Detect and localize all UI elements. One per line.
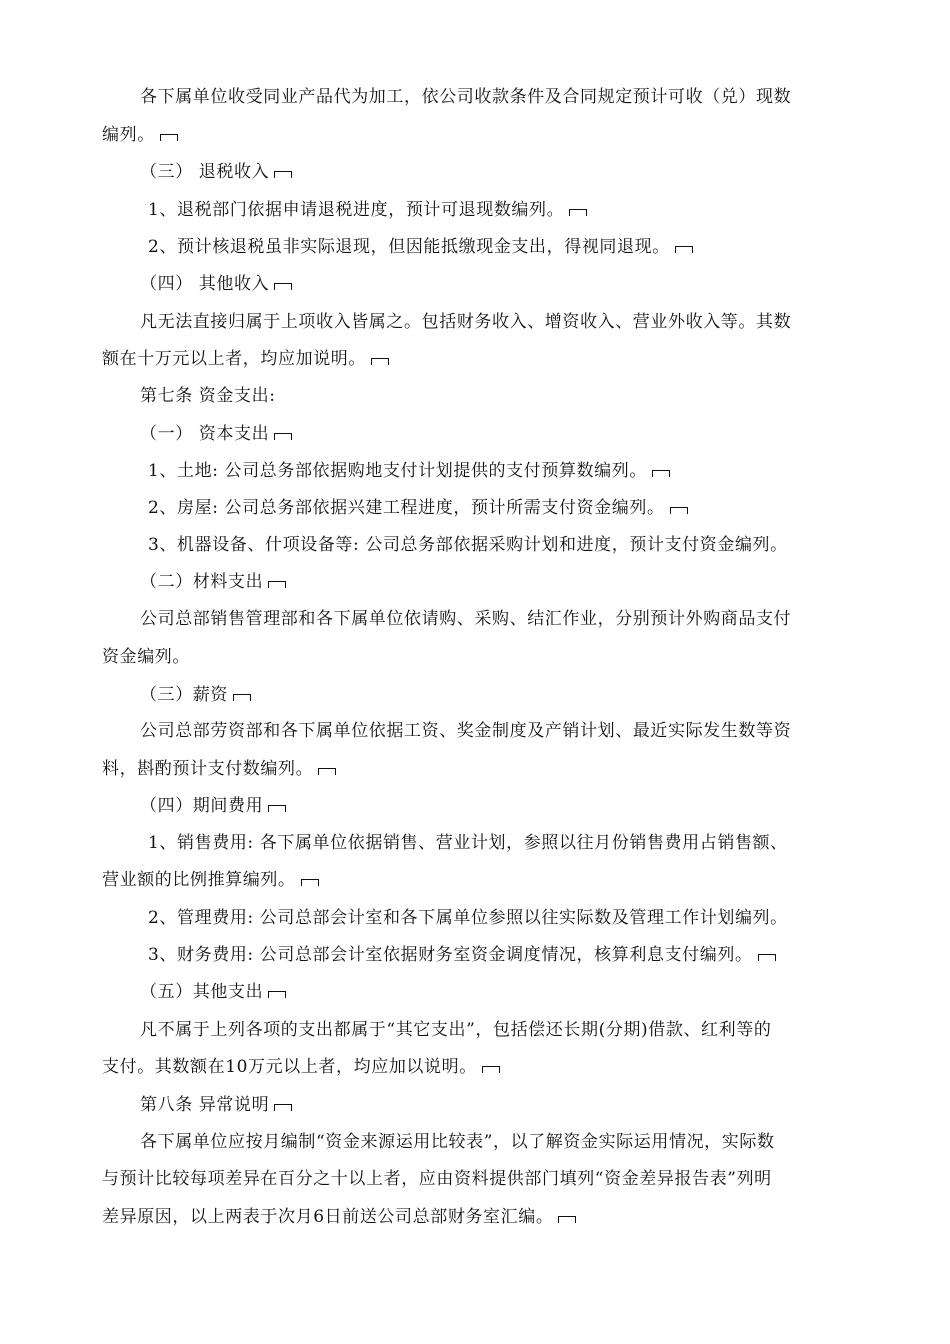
text-line — [148, 533, 788, 557]
text-line — [102, 123, 178, 147]
line-text: 公司总部劳资部和各下属单位依据工资、奖金制度及产销计划、最近实际发生数等资 — [140, 721, 792, 741]
line-text: （三） 退税收入 — [140, 162, 270, 182]
text-line — [140, 1018, 771, 1042]
text-line — [102, 1055, 500, 1079]
paragraph-mark-icon — [274, 433, 292, 440]
text-line — [102, 1205, 576, 1229]
line-text: （三）薪资 — [140, 685, 228, 705]
text-line — [148, 235, 693, 259]
text-line — [140, 384, 276, 408]
text-line — [140, 683, 251, 707]
text-line — [148, 198, 587, 222]
line-text: 3、机器设备、什项设备等: 公司总务部依据采购计划和进度，预计支付资金编列。 — [148, 535, 788, 555]
line-text: 2、管理费用: 公司总部会计室和各下属单位参照以往实际数及管理工作计划编列。 — [148, 908, 788, 928]
paragraph-mark-icon — [670, 507, 688, 514]
paragraph-mark-icon — [160, 134, 178, 141]
paragraph-mark-icon — [274, 283, 292, 290]
text-line — [140, 1093, 292, 1117]
text-line — [140, 272, 292, 296]
line-text: 凡无法直接归属于上项收入皆属之。包括财务收入、增资收入、营业外收入等。其数 — [140, 312, 792, 332]
paragraph-mark-icon — [274, 171, 292, 178]
line-text: （四） 其他收入 — [140, 274, 270, 294]
line-text: （五）其他支出 — [140, 982, 264, 1002]
text-line — [140, 85, 791, 109]
line-text: 编列。 — [102, 125, 155, 145]
line-text: 营业额的比例推算编列。 — [102, 870, 296, 890]
paragraph-mark-icon — [482, 1066, 500, 1073]
text-line — [102, 1167, 772, 1191]
line-text: 支付。其数额在10万元以上者，均应加以说明。 — [102, 1057, 477, 1077]
text-line — [140, 422, 292, 446]
paragraph-mark-icon — [268, 805, 286, 812]
paragraph-mark-icon — [371, 358, 389, 365]
text-line — [148, 906, 788, 930]
line-text: 额在十万元以上者，均应加说明。 — [102, 349, 366, 369]
text-line — [148, 459, 670, 483]
line-text: 差异原因，以上两表于次月6日前送公司总部财务室汇编。 — [102, 1207, 554, 1227]
text-line — [102, 645, 190, 669]
paragraph-mark-icon — [569, 209, 587, 216]
line-text: 凡不属于上列各项的支出都属于“其它支出”，包括偿还长期(分期)借款、红利等的 — [140, 1020, 772, 1040]
line-text: 1、退税部门依据申请退税进度，预计可退现数编列。 — [148, 200, 565, 220]
text-line — [102, 868, 319, 892]
paragraph-mark-icon — [758, 954, 776, 961]
line-text: 1、土地: 公司总务部依据购地支付计划提供的支付预算数编列。 — [148, 461, 647, 481]
text-line — [140, 310, 791, 334]
text-line — [140, 570, 286, 594]
line-text: 各下属单位应按月编制“资金来源运用比较表”，以了解资金实际运用情况，实际数 — [140, 1132, 775, 1152]
text-line — [140, 160, 292, 184]
paragraph-mark-icon — [233, 694, 251, 701]
paragraph-mark-icon — [558, 1216, 576, 1223]
line-text: 与预计比较每项差异在百分之十以上者，应由资料提供部门填列“资金差异报告表”列明 — [102, 1169, 772, 1189]
line-text: 1、销售费用: 各下属单位依据销售、营业计划，参照以往月份销售费用占销售额、 — [148, 833, 788, 853]
line-text: （一） 资本支出 — [140, 424, 270, 444]
line-text: 各下属单位收受同业产品代为加工，依公司收款条件及合同规定预计可收（兑）现数 — [140, 87, 792, 107]
text-line — [102, 347, 389, 371]
paragraph-mark-icon — [318, 768, 336, 775]
line-text: 3、财务费用: 公司总部会计室依据财务室资金调度情况，核算利息支付编列。 — [148, 945, 753, 965]
text-line — [140, 794, 286, 818]
line-text: 第八条 异常说明 — [140, 1095, 270, 1115]
text-line — [140, 980, 286, 1004]
text-line — [140, 1130, 775, 1154]
line-text: 料，斟酌预计支付数编列。 — [102, 759, 314, 779]
paragraph-mark-icon — [301, 879, 319, 886]
text-line — [148, 496, 688, 520]
text-line — [140, 607, 791, 631]
text-line — [148, 943, 776, 967]
paragraph-mark-icon — [675, 246, 693, 253]
line-text: 2、预计核退税虽非实际退现，但因能抵缴现金支出，得视同退现。 — [148, 237, 670, 257]
text-line — [148, 831, 788, 855]
line-text: （二）材料支出 — [140, 572, 264, 592]
paragraph-mark-icon — [274, 1104, 292, 1111]
text-line — [140, 719, 791, 743]
line-text: （四）期间费用 — [140, 796, 264, 816]
text-line — [102, 757, 336, 781]
line-text: 公司总部销售管理部和各下属单位依请购、采购、结汇作业，分别预计外购商品支付 — [140, 609, 792, 629]
line-text: 2、房屋: 公司总务部依据兴建工程进度，预计所需支付资金编列。 — [148, 498, 665, 518]
line-text: 资金编列。 — [102, 647, 190, 667]
paragraph-mark-icon — [268, 581, 286, 588]
paragraph-mark-icon — [268, 991, 286, 998]
paragraph-mark-icon — [652, 470, 670, 477]
line-text: 第七条 资金支出: — [140, 386, 276, 406]
